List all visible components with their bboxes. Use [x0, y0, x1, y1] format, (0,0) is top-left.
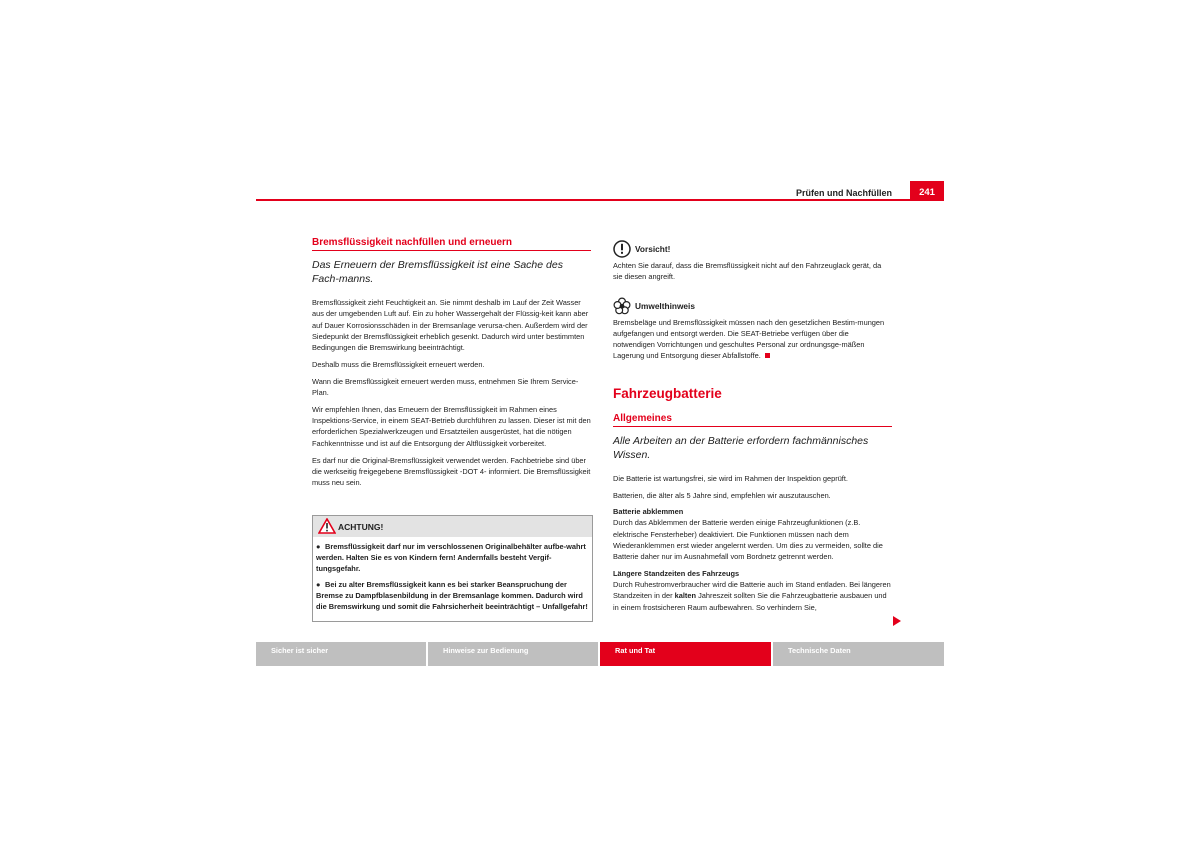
- paragraph: Wann die Bremsflüssigkeit erneuert werden muss, entnehmen Sie Ihrem Service-Plan.: [312, 376, 579, 398]
- caution-text: Achten Sie darauf, dass die Bremsflüssigkeit nicht auf den Fahrzeuglack gerät, da sie diesen angreift.: [613, 261, 882, 282]
- left-column: [312, 237, 591, 494]
- right-column: [613, 240, 892, 618]
- lead-text: Das Erneuern der Bremsflüssigkeit ist eine Sache des Fach-manns.: [312, 259, 563, 285]
- warning-item: ● Bei zu alter Bremsflüssigkeit kann es bei starker Beanspruchung der Bremse zu Dampfblasenbildung in der Bremsanlage kommen. Dadurch wird die Bremswirkung und somit die Fahrsicherheit beeinträchtigt – Unfallgefahr!: [316, 579, 588, 612]
- subheading: Batterie abklemmen: [613, 507, 684, 517]
- end-square-icon: [765, 353, 770, 358]
- caution-label: Vorsicht!: [635, 244, 671, 254]
- warning-box: [312, 515, 593, 622]
- environment-label: Umwelthinweis: [635, 300, 695, 311]
- header-section-title: Prüfen und Nachfüllen: [795, 188, 892, 198]
- section-title-general: Allgemeines: [613, 413, 892, 427]
- subheading: Längere Standzeiten des Fahrzeugs: [613, 569, 740, 579]
- lead-text: Alle Arbeiten an der Batterie erfordern fachmännisches Wissen.: [613, 434, 869, 461]
- paragraph: Die Batterie ist wartungsfrei, sie wird im Rahmen der Inspektion geprüft.: [613, 473, 848, 483]
- tab-hinweise-zur-bedienung[interactable]: Hinweise zur Bedienung: [428, 642, 598, 666]
- section-title-brake-fluid: Bremsflüssigkeit nachfüllen und erneuern: [312, 237, 591, 251]
- warning-triangle-icon: [318, 518, 336, 534]
- tab-rat-und-tat[interactable]: Rat und Tat: [600, 642, 771, 666]
- chapter-title: Fahrzeugbatterie: [613, 385, 722, 401]
- caution-header: [613, 240, 892, 258]
- paragraph: Durch Ruhestromverbraucher wird die Batterie auch im Stand entladen. Bei längeren Standzeiten in der kalten Jahreszeit sollten Sie die Fahrzeugbatterie ausbauen und in einem frostsicheren Raum aufbewahren. So verhindern Sie,: [613, 580, 891, 612]
- paragraph: Deshalb muss die Bremsflüssigkeit erneuert werden.: [312, 359, 485, 369]
- warning-item: ● Bremsflüssigkeit darf nur im verschlossenen Originalbehälter aufbe-wahrt werden. Halten Sie es von Kindern fern! Andernfalls besteht Vergif-tungsgefahr.: [316, 542, 586, 574]
- environment-header: [613, 297, 892, 315]
- exclamation-circle-icon: [613, 240, 631, 258]
- bullet-icon: ●: [316, 579, 321, 589]
- tab-sicher-ist-sicher[interactable]: Sicher ist sicher: [256, 642, 426, 666]
- paragraph: Es darf nur die Original-Bremsflüssigkeit verwendet werden. Fachbetriebe sind über die werkseitig freigegebene Bremsflüssigkeit -DOT 4- informiert. Die Bremsflüssigkeit muss neu sein.: [312, 455, 591, 488]
- bullet-icon: ●: [316, 542, 321, 551]
- tab-technische-daten[interactable]: Technische Daten: [773, 642, 944, 666]
- warning-header: [313, 516, 592, 537]
- paragraph: Wir empfehlen Ihnen, das Erneuern der Bremsflüssigkeit im Rahmen eines Inspektions-Service, in einem SEAT-Betrieb durchführen zu lassen. Dieser ist mit den erforderlichen Spezialwerkzeugen und Ersatzteilen ausgerüstet, hat die nötigen Fachkenntnisse und ist auf die Entsorgung der Altflüssigkeit vorbereitet.: [312, 404, 591, 448]
- warning-label: ACHTUNG!: [338, 522, 384, 532]
- flower-icon: [613, 297, 631, 315]
- environment-text: Bremsbeläge und Bremsflüssigkeit müssen nach den gesetzlichen Bestim-mungen aufgefangen und entsorgt werden. Die SEAT-Betriebe verfügen über die notwendigen Vorrichtungen und geschultes Personal zur ordnungsge-mäßen Lagerung und Entsorgung dieser Abfallstoffe.: [613, 317, 885, 361]
- continue-arrow-icon[interactable]: [893, 616, 901, 626]
- paragraph: Durch das Abklemmen der Batterie werden einige Fahrzeugfunktionen (z.B. elektrische Fensterheber) deaktiviert. Die Funktionen müssen nach dem Wiederanklemmen erst wieder angelernt werden. Um dies zu vermeiden, sollte die Batterie daher nur im Ausnahmefall vom Bordnetz getrennt werden.: [613, 518, 883, 562]
- page-number: 241: [910, 181, 944, 201]
- paragraph: Bremsflüssigkeit zieht Feuchtigkeit an. Sie nimmt deshalb im Lauf der Zeit Wasser aus der umgebenden Luft auf. Ein zu hoher Wassergehalt der Flüssig-keit kann aber auf Dauer Korrosionsschäden in der Bremsanlage verursa-chen. Außerdem wird der Siedepunkt der Bremsflüssigkeit erheblich gesenkt. Dadurch wird unter bestimmten Bedingungen die Bremswirkung beeinträchtigt.: [312, 298, 589, 353]
- header-rule: [256, 199, 944, 201]
- paragraph: Batterien, die älter als 5 Jahre sind, empfehlen wir auszutauschen.: [613, 490, 831, 500]
